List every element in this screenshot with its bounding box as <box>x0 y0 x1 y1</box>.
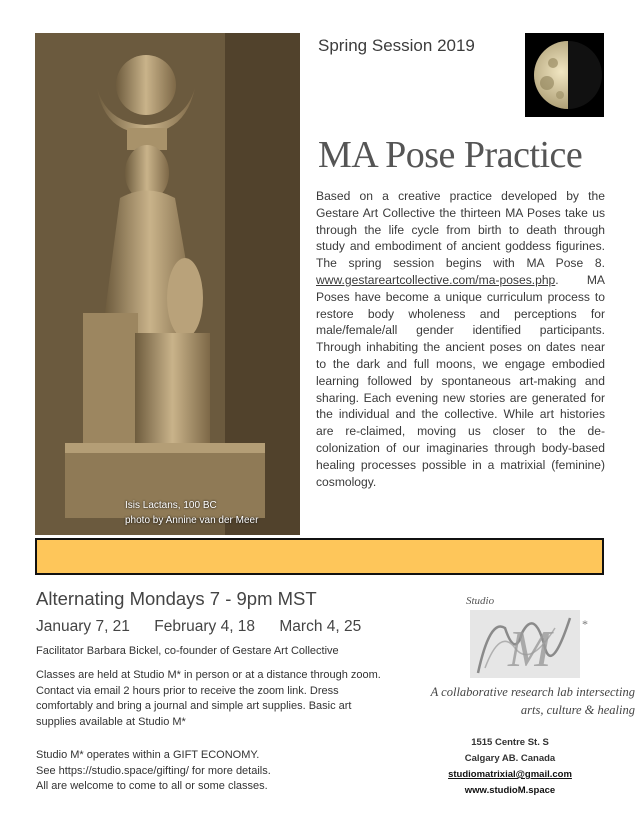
studio-email-link[interactable]: studiomatrixial@gmail.com <box>448 769 572 780</box>
studio-m-logo <box>460 588 600 683</box>
address-city: Calgary AB. Canada <box>464 753 556 764</box>
class-details: Classes are held at Studio M* in person or at a distance through zoom. Contact via email 2 hours prior to receive the zoom link. Dress comfortably and bring a journal and simple art supplies. Basic art supplies available at Studio M* <box>36 669 381 728</box>
address-street: 1515 Centre St. S <box>471 737 549 748</box>
studio-website-link[interactable]: www.studioM.space <box>464 785 556 796</box>
highlight-banner <box>35 538 604 575</box>
photo-caption-title: Isis Lactans, 100 BC <box>125 500 217 511</box>
description-text-start: Based on a creative practice developed by the Gestare Art Collective the thirteen MA Poses take us through the life cycle from birth to death through study and embodiment of ancient goddess figurines. The spring session begins with MA Pose 8. <box>316 189 605 271</box>
studio-tagline <box>400 683 635 719</box>
description-paragraph <box>316 188 605 490</box>
gift-line-3: All are welcome to come to all or some classes. <box>36 780 268 792</box>
description-text-end: . MA Poses have become a unique curriculum process to restore body wholeness and perceptions for male/female/all gender identified participants. Through inhabiting the ancient poses on dates near to the dark and full moons, we engage embodied learning followed by spontaneous art-making and sharing. Each evening new stories are generated for the individual and the collective. While art histories are re-claimed, moving us closer to the de-colonization of our imaginaries through body-based healing processes possible in a matrixial (feminine) cosmology. <box>316 272 605 489</box>
tagline-line-1: A collaborative research lab intersecting <box>430 685 635 699</box>
dates-january: January 7, 21 <box>36 618 130 635</box>
page-title: MA Pose Practice <box>318 134 583 176</box>
half-moon-image <box>525 33 604 117</box>
dates-february: February 4, 18 <box>154 618 256 635</box>
logo-star: * <box>582 617 588 631</box>
gift-economy-note <box>36 748 381 795</box>
gift-line-1: Studio M* operates within a GIFT ECONOMY. <box>36 749 260 761</box>
logo-studio-word: Studio <box>466 595 495 607</box>
gift-line-2: See https://studio.space/gifting/ for more details. <box>36 764 271 777</box>
schedule-heading: Alternating Mondays 7 - 9pm MST <box>36 588 317 609</box>
isis-statue-image <box>35 33 300 535</box>
isis-statue-photo <box>35 33 300 535</box>
photo-caption-credit: photo by Annine van der Meer <box>125 515 259 526</box>
ma-poses-link[interactable]: www.gestareartcollective.com/ma-poses.php <box>316 272 556 287</box>
facilitator-line: Facilitator Barbara Bickel, co-founder of Gestare Art Collective <box>36 645 339 657</box>
logo-m-letter: M <box>508 621 552 678</box>
session-label: Spring Session 2019 <box>318 36 475 55</box>
session-dates <box>36 618 381 636</box>
studio-contact <box>420 735 600 799</box>
dates-march: March 4, 25 <box>279 618 362 635</box>
tagline-line-2: arts, culture & healing <box>520 703 635 717</box>
